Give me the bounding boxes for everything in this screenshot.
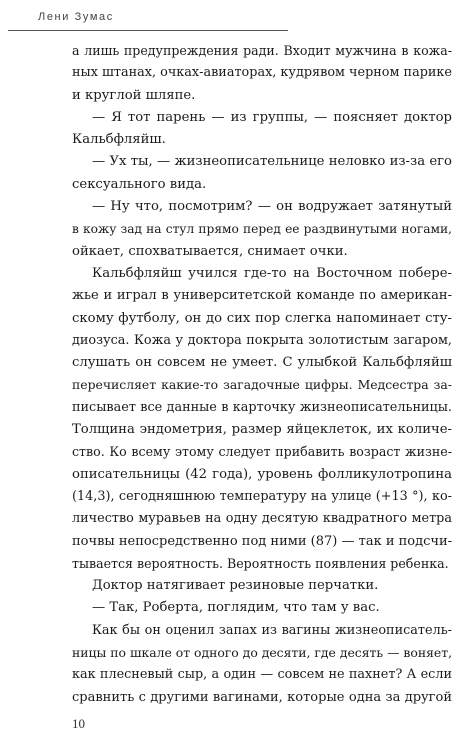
text-line: сексуального вида. [72,176,207,192]
text-line: Как бы он оценил запах из вагины жизнеописатель- [92,622,452,638]
text-line: тывается вероятность. Вероятность появления ребенка. [72,555,449,571]
text-line: — Так, Роберта, поглядим, что там у вас. [92,600,380,616]
text-line: Доктор натягивает резиновые перчатки. [92,578,379,594]
text-line: личество муравьев на одну десятую квадратного метра [72,511,452,527]
text-line: как плесневый сыр, а один — совсем не пахнет? А если [72,667,452,683]
text-line: а лишь предупреждения ради. Входит мужчина в кожа- [72,43,452,58]
text-line: ницы по шкале от одного до десяти, где десять — воняет, [72,645,452,661]
text-line: диозуса. Кожа у доктора покрыта золотистым загаром, [72,332,452,348]
text-line: ойкает, спохватывается, снимает очки. [72,243,348,259]
text-line: Кальбфляйш. [72,132,166,148]
text-line: ство. Ко всему этому следует прибавить возраст жизне- [72,444,452,460]
text-line: — Ух ты, — жизнеописательнице неловко из-за его [92,154,452,170]
text-line: почвы непосредственно под ними (87) — так и подсчи- [72,533,452,549]
text-line: перечисляет какие-то загадочные цифры. Медсестра за- [72,377,452,393]
text-line: — Ну что, посмотрим? — он водружает затянутый [92,199,452,215]
text-line: скому футболу, он до сих пор слегка напоминает сту- [72,310,452,326]
text-line: сравнить с другими вагинами, которые одна за другой [72,689,452,705]
text-line: — Я тот парень — из группы, — поясняет доктор [92,109,452,125]
text-line: слушать он совсем не умеет. С улыбкой Кальбфляйш [72,355,452,371]
text-line: в кожу зад на стул прямо перед ее раздвинутыми ногами, [72,222,452,237]
text-line: Кальбфляйш учился где-то на Восточном побере- [92,265,452,281]
text-line: писывает все данные в карточку жизнеописательницы. [72,399,452,415]
body-text [72,40,452,709]
text-line: и круглой шляпе. [72,87,196,103]
text-line: (14,3), сегодняшнюю температуру на улице (+13 °), ко- [72,488,452,504]
text-line: ных штанах, очках-авиаторах, кудрявом черном парике [72,65,452,81]
text-line: Толщина эндометрия, размер яйцеклеток, их количе- [72,422,452,438]
page-number: 10 [72,716,85,731]
running-head [8,4,288,31]
running-title: Лени Зумас [38,11,114,23]
text-line: жье и играл в университетской команде по американ- [72,288,452,304]
text-line: описательницы (42 года), уровень фолликулотропина [72,466,452,482]
